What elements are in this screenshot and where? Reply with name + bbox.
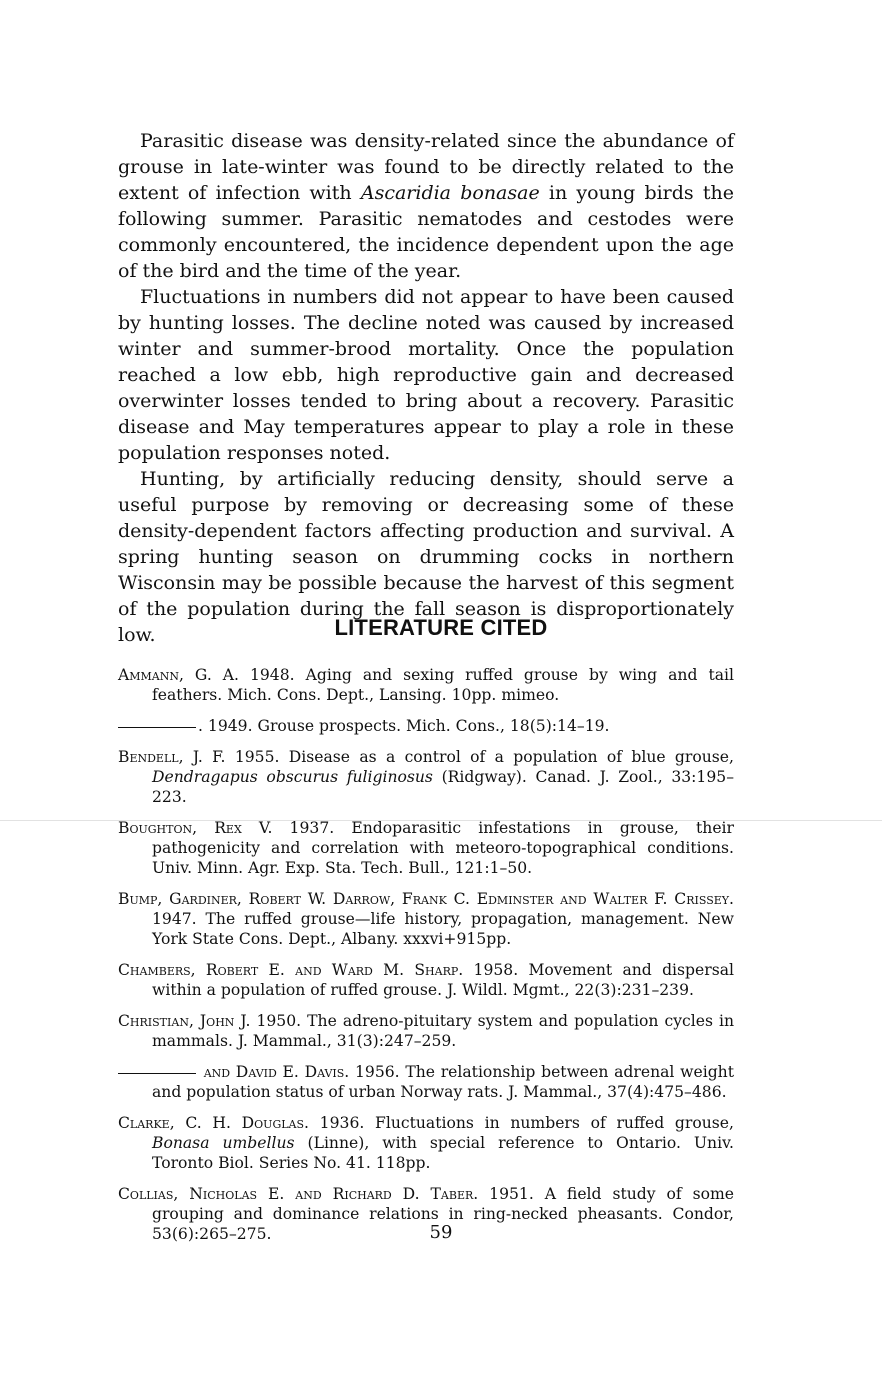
reference-list (118, 665, 734, 1255)
species-name: Ascaridia bonasae (360, 182, 540, 204)
reference-item (118, 1011, 734, 1051)
reference-author: Chambers, Robert E. and Ward M. Sharp. (118, 961, 464, 979)
reference-item (118, 1113, 734, 1173)
reference-author: Bendell, J. F. (118, 748, 226, 766)
reference-text: 1955. Disease as a control of a population of blue grouse, (225, 748, 734, 766)
reference-item (118, 889, 734, 949)
species-name: Bonasa umbellus (152, 1134, 295, 1152)
reference-text: (Ridgway). Canad. J. Zool., 33:195–223. (152, 768, 734, 806)
paragraph-text: Parasitic disease was density-related since the abundance of grouse in late-winter was found to be directly related to the extent of infection with (118, 130, 734, 204)
reference-item (118, 818, 734, 878)
reference-text: 1951. A field study of some grouping and dominance relations in ring-necked pheasants. Condor, 53(6):265–275. (152, 1185, 734, 1243)
reference-author: Boughton, Rex V. (118, 819, 273, 837)
reference-text: (Linne), with special reference to Ontario. Univ. Toronto Biol. Series No. 41. 118pp. (152, 1134, 734, 1172)
section-heading: LITERATURE CITED (334, 615, 548, 640)
reference-text: 1956. The relationship between adrenal weight and population status of urban Norway rats. J. Mammal., 37(4):475–486. (152, 1063, 734, 1101)
paragraph-text: Fluctuations in numbers did not appear to have been caused by hunting losses. The decline noted was caused by increased winter and summer-brood mortality. Once the population reached a low ebb, high reproductive gain and decreased overwinter losses tended to bring about a recovery. Parasitic disease and May temperatures appear to play a role in these population responses noted. (118, 286, 734, 464)
page-number: 59 (429, 1222, 453, 1243)
reference-author: Christian, John J. (118, 1012, 251, 1030)
reference-text: 1936. Fluctuations in numbers of ruffed grouse, (308, 1114, 734, 1132)
reference-text: 1950. The adreno-pituitary system and population cycles in mammals. J. Mammal., 31(3):247–259. (152, 1012, 735, 1050)
reference-text: 1948. Aging and sexing ruffed grouse by wing and tail feathers. Mich. Cons. Dept., Lansing. 10pp. mimeo. (152, 666, 734, 704)
reference-item (118, 665, 734, 705)
reference-author: Ammann, G. A. (118, 666, 239, 684)
reference-item (118, 1062, 734, 1102)
reference-text: 1947. The ruffed grouse—life history, propagation, management. New York State Cons. Dept., Albany. xxxvi+915pp. (152, 910, 734, 948)
reference-author: Bump, Gardiner, Robert W. Darrow, Frank C. Edminster and Walter F. Crissey. (118, 890, 734, 908)
reference-item (118, 960, 734, 1000)
ditto-dash (118, 1073, 196, 1074)
ditto-dash (118, 727, 196, 728)
reference-text: . 1949. Grouse prospects. Mich. Cons., 18(5):14–19. (198, 717, 610, 735)
species-name: Dendragapus obscurus fuliginosus (152, 768, 433, 786)
reference-author: Collias, Nicholas E. and Richard D. Taber. (118, 1185, 479, 1203)
reference-text: 1937. Endoparasitic infestations in grouse, their pathogenicity and correlation with meteoro-topographical conditions. Univ. Minn. Agr. Exp. Sta. Tech. Bull., 121:1–50. (152, 819, 734, 877)
paragraph-text: in young birds the following summer. Parasitic nematodes and cestodes were commonly encountered, the incidence dependent upon the age of the bird and the time of the year. (118, 182, 734, 282)
paragraph (118, 128, 734, 284)
body-text (118, 128, 734, 648)
reference-text: 1958. Movement and dispersal within a population of ruffed grouse. J. Wildl. Mgmt., 22(3):231–239. (152, 961, 734, 999)
paragraph-text: Hunting, by artificially reducing density, should serve a useful purpose by removing or decreasing some of these density-dependent factors affecting production and survival. A spring hunting season on drumming cocks in northern Wisconsin may be possible because the harvest of this segment of the population during the fall season is disproportionately low. (118, 468, 734, 646)
reference-item (118, 716, 734, 736)
reference-author: and David E. Davis. (198, 1063, 350, 1081)
reference-author: Clarke, C. H. Douglas. (118, 1114, 309, 1132)
paragraph (118, 284, 734, 466)
reference-item (118, 747, 734, 807)
